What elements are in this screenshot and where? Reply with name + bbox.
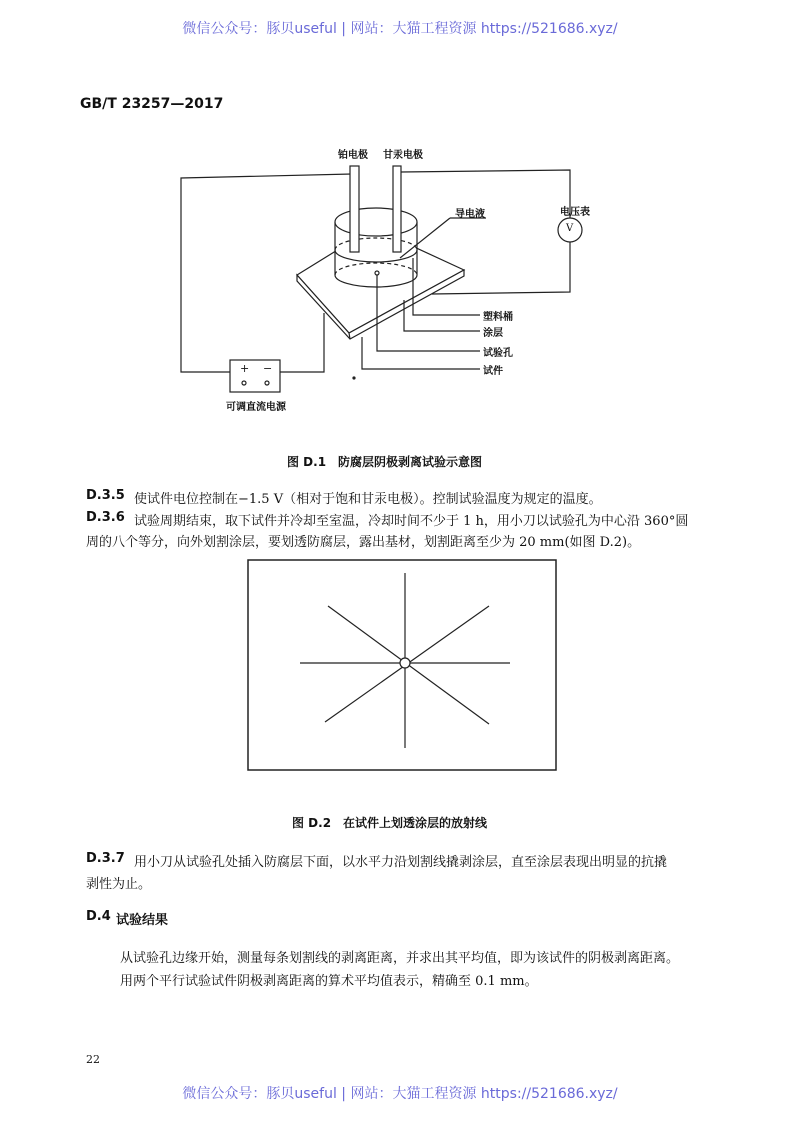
page-number: 22 — [86, 1053, 100, 1066]
label-hole: 试验孔 — [483, 348, 513, 359]
label-bucket: 塑料桶 — [483, 312, 513, 323]
results-paragraph-2: 用两个平行试验试件阴极剥离距离的算术平均值表示，精确至 0.1 mm。 — [120, 974, 538, 989]
calomel-electrode — [393, 166, 401, 252]
figure-d2-caption: 图 D.2 在试件上划透涂层的放射线 — [292, 816, 488, 830]
standard-header: GB/T 23257—2017 — [80, 96, 224, 112]
clause-d4-title: 试验结果 — [116, 913, 169, 928]
clause-d37-text-cont: 剥性为止。 — [86, 877, 152, 892]
label-specimen: 试件 — [483, 366, 503, 377]
label-electrolyte: 导电液 — [455, 209, 485, 220]
clause-d36-number: D.3.6 — [86, 510, 125, 525]
plus-sign: + — [240, 362, 250, 375]
test-hole-d2 — [400, 658, 410, 668]
label-pt-electrode: 铂电极 — [338, 150, 368, 161]
wire-right — [401, 170, 570, 218]
label-voltmeter: 电压表 — [560, 207, 590, 218]
platinum-electrode — [350, 166, 359, 252]
figure-d1-caption: 图 D.1 防腐层阴极剥离试验示意图 — [287, 455, 483, 469]
watermark-bottom: 微信公众号：豚贝useful | 网站：大猫工程资源 https://521686.xyz/ — [182, 1086, 618, 1102]
label-calomel-electrode: 甘汞电极 — [383, 150, 423, 161]
dc-power-supply — [230, 360, 280, 392]
voltmeter-symbol: V — [566, 223, 574, 234]
clause-d35-number: D.3.5 — [86, 488, 125, 503]
clause-d37-text: 用小刀从试验孔处插入防腐层下面，以水平力沿划割线撬剥涂层，直至涂层表现出明显的抗撬 — [134, 855, 668, 870]
wire-power-neg — [280, 313, 324, 372]
watermark-top: 微信公众号：豚贝useful | 网站：大猫工程资源 https://521686.xyz/ — [182, 21, 618, 37]
label-coating: 涂层 — [483, 328, 503, 339]
clause-d37-number: D.3.7 — [86, 851, 125, 866]
clause-d4-number: D.4 — [86, 909, 111, 924]
clause-d36-text-cont: 周的八个等分，向外划割涂层，要划透防腐层，露出基材，划割距离至少为 20 mm(如图 D.2)。 — [86, 535, 641, 550]
label-power: 可调直流电源 — [226, 402, 286, 413]
clause-d36-text: 试验周期结束，取下试件并冷却至室温，冷却时间不少于 1 h，用小刀以试验孔为中心沿 360°圆 — [134, 514, 689, 529]
clause-d35-text: 使试件电位控制在−1.5 V（相对于饱和甘汞电极）。控制试验温度为规定的温度。 — [134, 492, 602, 507]
minus-sign: − — [263, 362, 273, 375]
results-paragraph-1: 从试验孔边缘开始，测量每条划割线的剥离距离，并求出其平均值，即为该试件的阴极剥离距离。 — [120, 951, 680, 966]
